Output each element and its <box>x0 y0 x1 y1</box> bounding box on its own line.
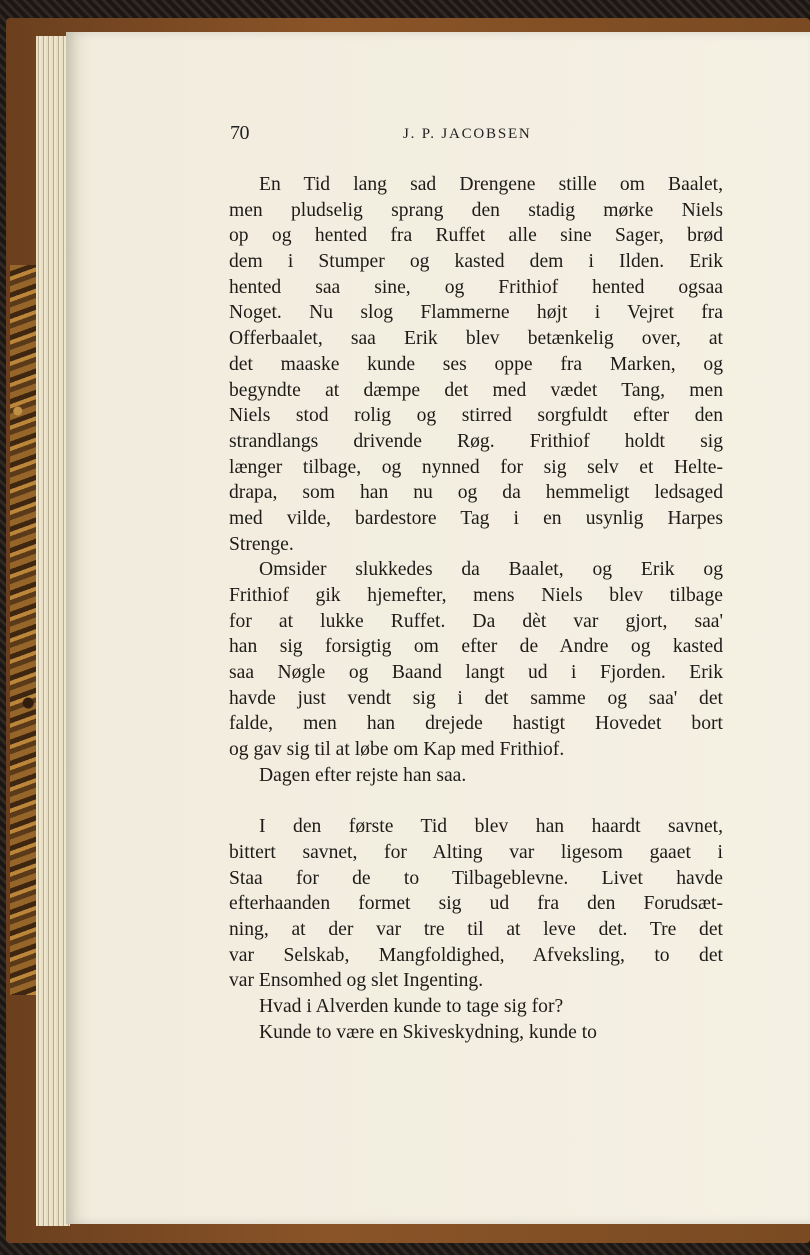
text-line: dem i Stumper og kasted dem i Ilden. Erik <box>229 251 723 273</box>
marbled-endpaper <box>10 265 36 995</box>
text-line: var Ensomhed og slet Ingenting. <box>229 970 484 992</box>
page-edges <box>36 36 70 1226</box>
text-line: hented saa sine, og Frithiof hented ogsaa <box>229 276 723 298</box>
text-line: falde, men han drejede hastigt Hovedet bort <box>229 713 723 735</box>
text-line: Kunde to være en Skiveskydning, kunde to <box>259 1021 597 1043</box>
text-line: det maaske kunde ses oppe fra Marken, og <box>229 353 723 375</box>
text-line: bittert savnet, for Alting var ligesom gaaet i <box>229 841 723 863</box>
body-text <box>229 172 723 1045</box>
text-line: Staa for de to Tilbageblevne. Livet havde <box>229 867 723 889</box>
text-line: op og hented fra Ruffet alle sine Sager, brød <box>229 225 723 247</box>
text-line: En Tid lang sad Drengene stille om Baalet, <box>259 174 723 195</box>
text-line: saa Nøgle og Baand langt ud i Fjorden. Erik <box>229 662 723 684</box>
paragraph-gap <box>229 789 723 815</box>
text-line: han sig forsigtig om efter de Andre og kasted <box>229 636 723 658</box>
text-line: Omsider slukkedes da Baalet, og Erik og <box>259 559 723 581</box>
text-line: med vilde, bardestore Tag i en usynlig Harpes <box>229 507 723 529</box>
text-line: Strenge. <box>229 533 294 555</box>
text-line: og gav sig til at løbe om Kap med Frithiof. <box>229 739 565 761</box>
text-line: Frithiof gik hjemefter, mens Niels blev tilbage <box>229 585 723 606</box>
text-line: Hvad i Alverden kunde to tage sig for? <box>259 996 564 1017</box>
text-line: drapa, som han nu og da hemmeligt ledsaged <box>229 482 723 504</box>
text-line: for at lukke Ruffet. Da dèt var gjort, saa' <box>229 610 723 632</box>
page-header <box>230 122 700 148</box>
text-line: men pludselig sprang den stadig mørke Niels <box>229 199 723 221</box>
text-line: I den første Tid blev han haardt savnet, <box>259 816 723 838</box>
text-line: ning, at der var tre til at leve det. Tre det <box>229 918 723 940</box>
text-line: strandlangs drivende Røg. Frithiof holdt sig <box>229 430 723 452</box>
text-line: efterhaanden formet sig ud fra den Forudsæt- <box>229 893 723 915</box>
text-line: længer tilbage, og nynned for sig selv et Helte- <box>229 456 723 478</box>
running-head: J. P. JACOBSEN <box>403 126 532 142</box>
text-line: begyndte at dæmpe det med vædet Tang, men <box>229 379 723 401</box>
text-line: Offerbaalet, saa Erik blev betænkelig over, at <box>229 328 723 350</box>
page-number: 70 <box>230 122 249 144</box>
text-line: Noget. Nu slog Flammerne højt i Vejret fra <box>229 302 723 324</box>
text-line: Niels stod rolig og stirred sorgfuldt efter den <box>229 405 723 427</box>
text-line: havde just vendt sig i det samme og saa' det <box>229 687 723 709</box>
text-line: var Selskab, Mangfoldighed, Afveksling, to det <box>229 944 723 966</box>
text-line: Dagen efter rejste han saa. <box>259 764 467 786</box>
